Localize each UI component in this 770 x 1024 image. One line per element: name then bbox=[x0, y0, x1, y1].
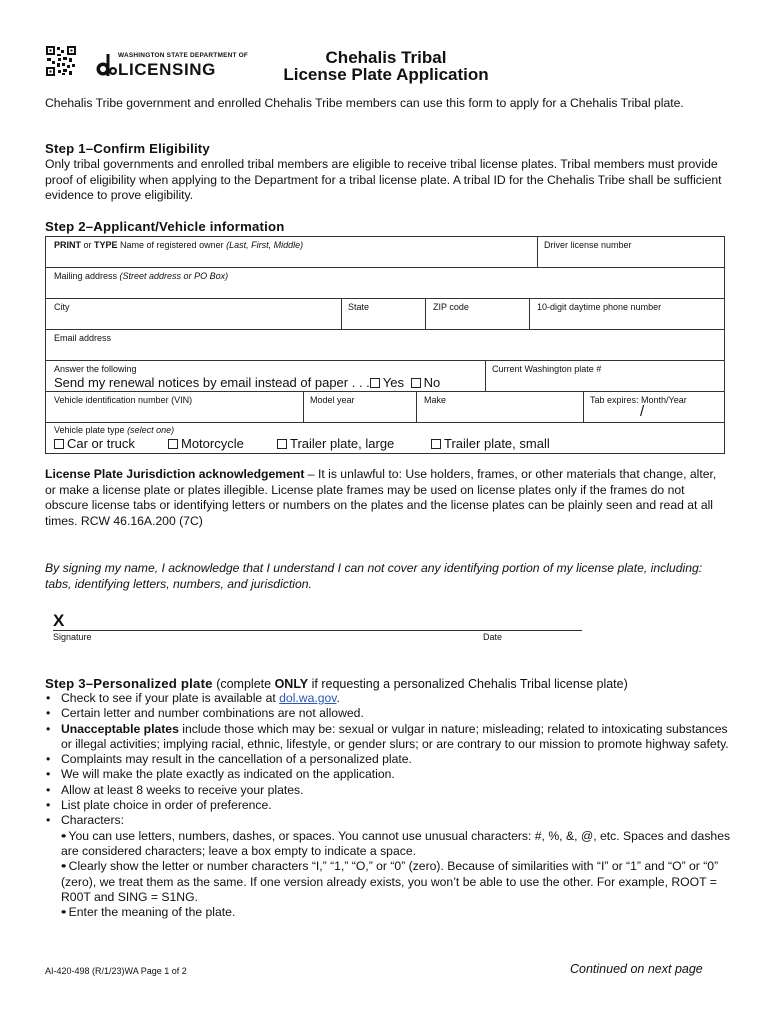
qr-code-icon bbox=[46, 46, 76, 76]
trailer-large-checkbox[interactable] bbox=[277, 439, 287, 449]
state-label: State bbox=[348, 302, 370, 312]
city-field[interactable] bbox=[46, 299, 341, 329]
answer-label: Answer the following bbox=[54, 364, 137, 374]
model-year-label: Model year bbox=[310, 395, 355, 405]
car-truck-checkbox[interactable] bbox=[54, 439, 64, 449]
signature-line bbox=[53, 630, 582, 631]
date-label: Date bbox=[483, 632, 503, 642]
list-item: • Unacceptable plates include those which may be: sexual or vulgar in nature; misleading; related to intoxicating substances or illegal activities; implying racial, ethnic, lifestyle, or gender slurs; or are contrary to our mission to promote highway safety. bbox=[45, 722, 735, 753]
dol-logo-icon bbox=[96, 52, 118, 78]
yes-checkbox[interactable] bbox=[370, 378, 380, 388]
plate-type-label: Vehicle plate type (select one) bbox=[54, 425, 175, 435]
mailing-address-field[interactable] bbox=[46, 268, 724, 298]
tab-slash: / bbox=[640, 403, 645, 420]
acknowledge-text: By signing my name, I acknowledge that I understand I can not cover any identifying portion of my license plate, including: tabs, identifying letters, numbers, and jurisdiction. bbox=[45, 561, 703, 591]
licensing-word: LICENSING bbox=[118, 60, 216, 79]
zip-field[interactable] bbox=[426, 299, 529, 329]
vin-label: Vehicle identification number (VIN) bbox=[54, 395, 193, 405]
current-plate-label: Current Washington plate # bbox=[492, 364, 602, 374]
mailing-label: Mailing address (Street address or PO Box) bbox=[54, 271, 229, 281]
step3-bullets bbox=[45, 691, 735, 920]
phone-label: 10-digit daytime phone number bbox=[537, 302, 662, 312]
renewal-question: Send my renewal notices by email instead of paper . . . Yes No bbox=[54, 375, 441, 390]
driver-license-field[interactable] bbox=[538, 237, 724, 267]
tab-expires-label: Tab expires: Month/Year bbox=[590, 395, 687, 405]
no-checkbox[interactable] bbox=[411, 378, 421, 388]
state-field[interactable] bbox=[342, 299, 425, 329]
option-motorcycle[interactable]: Motorcycle bbox=[168, 436, 244, 451]
name-label: PRINT or TYPE Name of registered owner (Last, First, Middle) bbox=[54, 240, 304, 250]
signature-x: X bbox=[53, 611, 65, 630]
sub-item: • • Enter the meaning of the plate. bbox=[61, 905, 735, 920]
step3-heading: Step 3–Personalized plate bbox=[45, 676, 213, 691]
signature-label: Signature bbox=[53, 632, 92, 642]
step1-text: Only tribal governments and enrolled tribal members are eligible to receive tribal license plates. Tribal members must provide proof of eligibility when applying to the Department for a tribal license plate. A tribal ID for the Chehalis Tribe shall be sufficient evidence to prove eligibility. bbox=[45, 157, 722, 202]
owner-name-field[interactable] bbox=[46, 237, 537, 267]
city-label: City bbox=[54, 302, 70, 312]
option-car-truck[interactable]: Car or truck bbox=[54, 436, 135, 451]
option-trailer-small[interactable]: Trailer plate, small bbox=[431, 436, 550, 451]
email-label: Email address bbox=[54, 333, 112, 343]
form-id: AI-420-498 (R/1/23)WA Page 1 of 2 bbox=[45, 966, 187, 976]
date-field[interactable] bbox=[482, 612, 582, 630]
sub-item: • • You can use letters, numbers, dashes, or spaces. You cannot use unusual characters: #, %, &, @, etc. Spaces and dashes are considered characters; leave a box empty to indicate a space. bbox=[61, 829, 735, 860]
list-item: • We will make the plate exactly as indicated on the application. bbox=[45, 767, 735, 782]
list-item: • Complaints may result in the cancellation of a personalized plate. bbox=[45, 752, 735, 767]
list-item: • Characters: • • You can use letters, numbers, dashes, or spaces. You cannot use unusual characters: #, %, &, @, etc. Spaces and dashes are considered characters; leave a box empty to indicate a space. • • Clearly show the letter or number characters “I,” “1,” “O,” or “0” (zero). Because of similarities with “I” or “1” and “O” or “0” (zero), we treat them as the same. If one version already exists, you won’t be able to use the other. For example, ROOT = R00T and SING = S1NG. • • Enter the meaning of the plate. bbox=[45, 813, 735, 920]
current-plate-field[interactable] bbox=[486, 375, 724, 390]
step1-heading: Step 1–Confirm Eligibility bbox=[45, 141, 210, 156]
intro-text: Chehalis Tribe government and enrolled Chehalis Tribe members can use this form to apply for a Chehalis Tribal plate. bbox=[45, 96, 684, 110]
email-field[interactable] bbox=[46, 330, 724, 360]
model-year-field[interactable] bbox=[304, 392, 416, 422]
option-trailer-large[interactable]: Trailer plate, large bbox=[277, 436, 394, 451]
sub-item: • • Clearly show the letter or number characters “I,” “1,” “O,” or “0” (zero). Because of similarities with “I” or “1” and “O” or “0” (zero), we treat them as the same. If one version already exists, you won’t be able to use the other. For example, ROOT = R00T and SING = S1NG. bbox=[61, 859, 735, 905]
tab-expires-field[interactable] bbox=[584, 392, 724, 422]
make-field[interactable] bbox=[417, 392, 583, 422]
vin-field[interactable] bbox=[46, 392, 303, 422]
step3-heading-line: Step 3–Personalized plate (complete ONLY if requesting a personalized Chehalis Tribal license plate) bbox=[45, 676, 628, 691]
continued-note: Continued on next page bbox=[570, 962, 703, 976]
zip-label: ZIP code bbox=[433, 302, 469, 312]
list-item: • Allow at least 8 weeks to receive your plates. bbox=[45, 783, 735, 798]
dept-line: WASHINGTON STATE DEPARTMENT OF bbox=[118, 52, 249, 59]
list-item: • List plate choice in order of preference. bbox=[45, 798, 735, 813]
page-title-line2: License Plate Application bbox=[283, 65, 489, 84]
page-title-line1: Chehalis Tribal bbox=[325, 48, 447, 67]
phone-field[interactable] bbox=[530, 299, 724, 329]
list-item: • Check to see if your plate is available at dol.wa.gov. bbox=[45, 691, 735, 706]
step2-heading: Step 2–Applicant/Vehicle information bbox=[45, 219, 285, 234]
applicant-form bbox=[45, 236, 725, 454]
trailer-small-checkbox[interactable] bbox=[431, 439, 441, 449]
motorcycle-checkbox[interactable] bbox=[168, 439, 178, 449]
list-item: • Certain letter and number combinations are not allowed. bbox=[45, 706, 735, 721]
driver-license-label: Driver license number bbox=[544, 240, 632, 250]
signature-field[interactable] bbox=[72, 612, 472, 630]
make-label: Make bbox=[424, 395, 447, 405]
dol-link[interactable]: dol.wa.gov bbox=[279, 691, 337, 705]
jurisdiction-text: License Plate Jurisdiction acknowledgement – It is unlawful to: Use holders, frames, or other materials that change, alter, or make a license plate or plates illegible. License plate frames may be used on license plates only if the frames do not obscure license tabs or identifying letters or numbers on the plates and the license plates can be plainly seen and read at all times. RCW 46.16A.200 (7C) bbox=[45, 467, 717, 528]
